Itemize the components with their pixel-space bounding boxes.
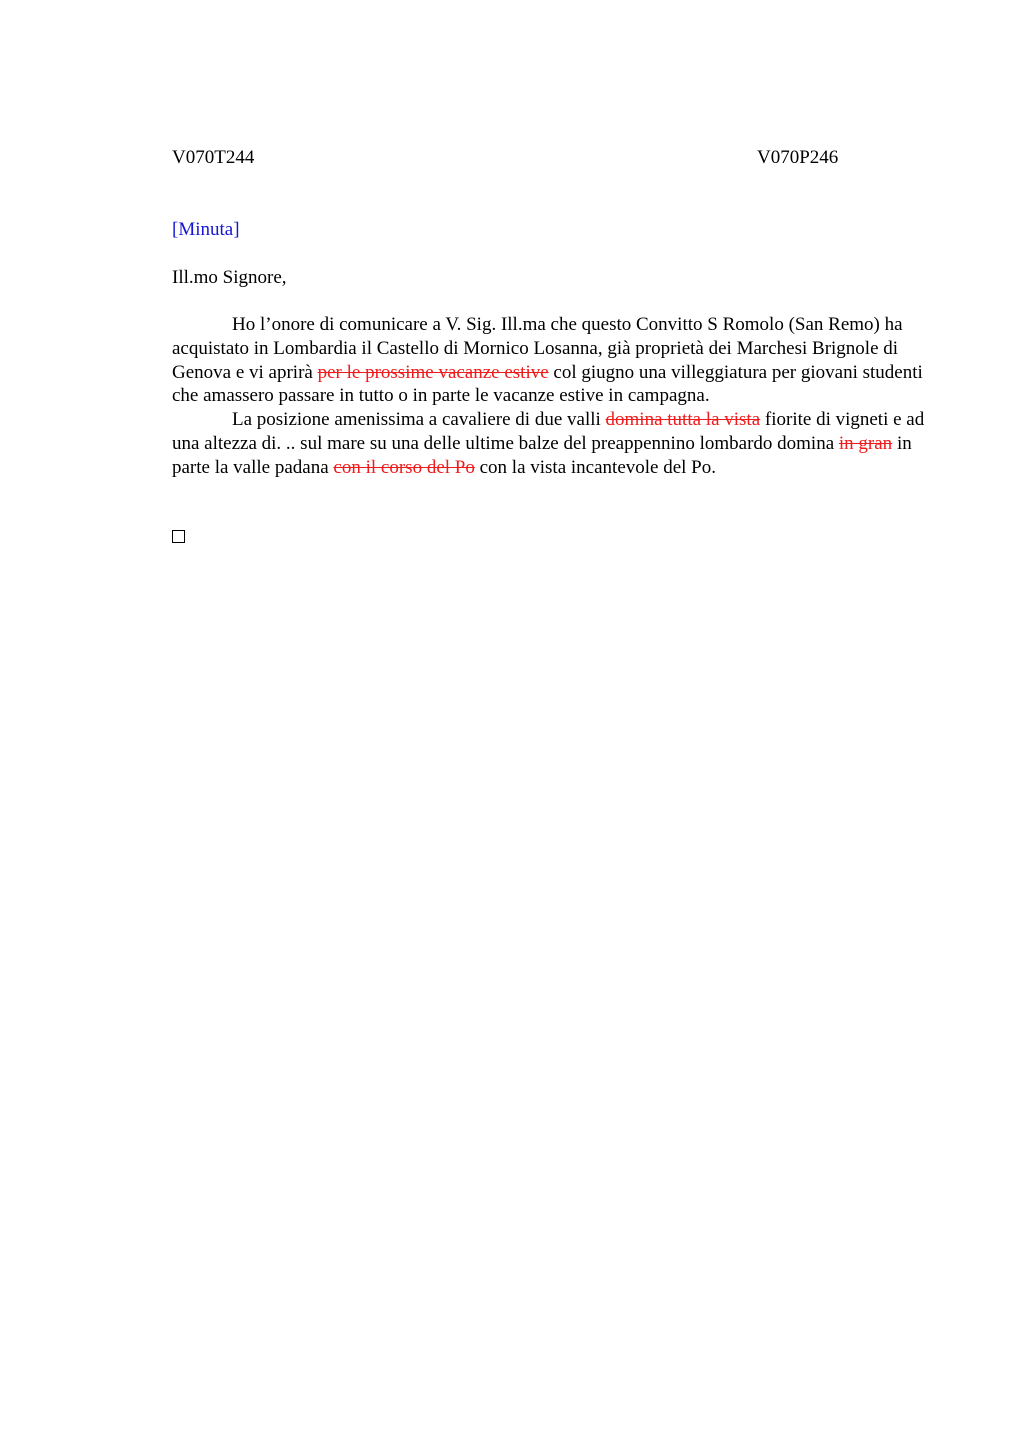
salutation: Ill.mo Signore, bbox=[172, 267, 287, 288]
reference-code-left: V070T244 bbox=[172, 147, 255, 168]
paragraph-2-text-c: in parte la valle padana bbox=[172, 432, 912, 478]
paragraph-1 bbox=[172, 313, 930, 408]
paragraph-1-text-a: Ho l’onore di comunicare a V. Sig. Ill.ma che questo Convitto S Romolo (San Remo) ha acquistato in Lombardia il Castello di Mornico Losanna, già proprietà dei Marchesi Brignole di Genova e vi aprirà bbox=[172, 314, 903, 383]
paragraph-1-text-b: col giugno una villeggiatura per giovani studenti che amassero passare in tutto o in parte le vacanze estive in campagna. bbox=[172, 361, 923, 407]
deleted-text: per le prossime vacanze estive bbox=[317, 361, 549, 383]
deleted-text: domina tutta la vista bbox=[605, 409, 761, 431]
deleted-text: in gran bbox=[838, 432, 893, 454]
empty-square-icon bbox=[172, 530, 185, 543]
paragraph-2-text-b: fiorite di vigneti e ad una altezza di. .. sul mare su una delle ultime balze del preappennino lombardo domina bbox=[172, 409, 925, 454]
paragraph-2-text-d: con la vista incantevole del Po. bbox=[474, 456, 716, 478]
letter-body bbox=[172, 313, 930, 480]
deleted-text: con il corso del Po bbox=[333, 456, 475, 478]
paragraph-2 bbox=[172, 408, 930, 479]
paragraph-2-text-a: La posizione amenissima a cavaliere di due valli bbox=[232, 409, 606, 431]
reference-code-right: V070P246 bbox=[757, 147, 839, 168]
minuta-label: [Minuta] bbox=[172, 219, 240, 240]
